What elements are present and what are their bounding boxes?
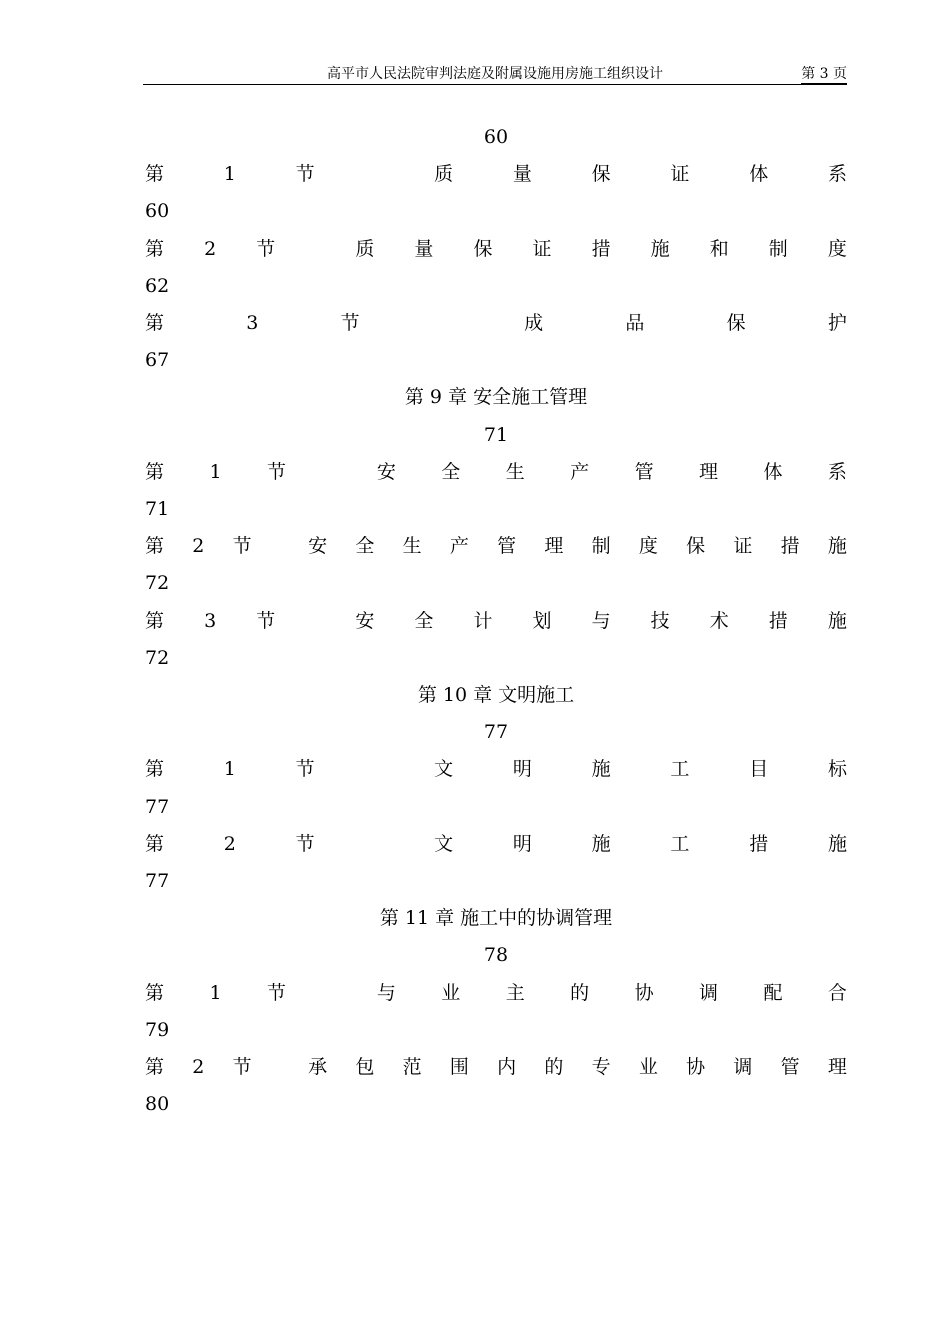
toc-section-char: 施 <box>827 610 847 632</box>
toc-section-char: 施 <box>591 833 611 855</box>
page-indicator: 第 3 页 <box>801 66 847 82</box>
toc-page-number: 77 <box>145 870 170 892</box>
toc-section-char: 生 <box>505 461 525 483</box>
toc-section-char: 内 <box>497 1056 517 1078</box>
toc-section-char: 专 <box>591 1056 611 1078</box>
toc-chapter-heading: 第 10 章 文明施工 <box>417 684 575 706</box>
toc-section-char: 产 <box>570 461 590 483</box>
toc-section-char: 量 <box>512 163 532 185</box>
toc-section-char: 度 <box>827 238 847 260</box>
toc-section-char: 成 <box>524 312 544 334</box>
toc-page-number: 71 <box>145 498 170 520</box>
toc-section-char: 系 <box>827 163 847 185</box>
page-header <box>143 64 847 85</box>
toc-section-char: 措 <box>591 238 611 260</box>
toc-section-char: 施 <box>827 833 847 855</box>
toc-section-char: 技 <box>650 610 670 632</box>
toc-section-char: 1 <box>223 163 236 185</box>
toc-section-char: 施 <box>827 535 847 557</box>
toc-section-char: 和 <box>709 238 729 260</box>
toc-section-entry <box>145 162 847 186</box>
toc-section-char: 保 <box>726 312 746 334</box>
toc-section-char: 护 <box>827 312 847 334</box>
toc-section-char: 包 <box>355 1056 375 1078</box>
toc-section-char: 文 <box>434 758 454 780</box>
toc-section-char: 产 <box>449 535 469 557</box>
toc-section-char: 的 <box>570 982 590 1004</box>
toc-section-char: 全 <box>355 535 375 557</box>
toc-section-char: 配 <box>763 982 783 1004</box>
toc-section-char: 质 <box>355 238 375 260</box>
toc-section-char: 措 <box>768 610 788 632</box>
toc-section-char: 协 <box>686 1056 706 1078</box>
toc-section-char: 1 <box>209 461 222 483</box>
toc-section-char: 节 <box>340 312 360 334</box>
toc-section-char: 节 <box>266 461 286 483</box>
toc-section-char: 保 <box>473 238 493 260</box>
toc-page-number: 67 <box>145 349 170 371</box>
toc-section-entry <box>145 237 847 261</box>
toc-section-char: 标 <box>827 758 847 780</box>
toc-section-char: 划 <box>532 610 552 632</box>
toc-page-number: 80 <box>145 1093 170 1115</box>
toc-section-entry <box>145 832 847 856</box>
toc-page-number: 72 <box>145 647 170 669</box>
toc-section-char: 品 <box>625 312 645 334</box>
document-title: 高平市人民法院审判法庭及附属设施用房施工组织设计 <box>327 66 663 82</box>
toc-section-char: 系 <box>827 461 847 483</box>
toc-chapter-heading: 第 9 章 安全施工管理 <box>404 386 588 408</box>
toc-section-char: 与 <box>591 610 611 632</box>
toc-section-char: 第 <box>145 982 165 1004</box>
toc-section-char: 与 <box>376 982 396 1004</box>
toc-section-char: 业 <box>441 982 461 1004</box>
toc-section-char: 生 <box>402 535 422 557</box>
toc-page-number: 77 <box>483 721 509 743</box>
toc-section-entry <box>145 981 847 1005</box>
toc-section-char: 术 <box>709 610 729 632</box>
toc-section-char: 节 <box>266 982 286 1004</box>
toc-section-char: 制 <box>768 238 788 260</box>
toc-section-entry <box>145 311 847 335</box>
toc-section-char: 节 <box>256 610 276 632</box>
toc-section-char: 节 <box>232 535 252 557</box>
toc-section-char: 措 <box>749 833 769 855</box>
toc-section-char: 第 <box>145 535 165 557</box>
toc-section-char: 工 <box>670 758 690 780</box>
toc-section-char: 3 <box>246 312 259 334</box>
toc-section-char: 范 <box>402 1056 422 1078</box>
toc-section-char: 制 <box>591 535 611 557</box>
toc-section-char: 度 <box>638 535 658 557</box>
toc-page-number: 79 <box>145 1019 170 1041</box>
toc-section-char: 合 <box>827 982 847 1004</box>
toc-section-char: 全 <box>441 461 461 483</box>
toc-section-char: 明 <box>512 758 532 780</box>
toc-section-char: 围 <box>449 1056 469 1078</box>
toc-section-char: 2 <box>223 833 236 855</box>
toc-section-char: 节 <box>295 163 315 185</box>
toc-section-char: 第 <box>145 461 165 483</box>
toc-section-entry <box>145 1055 847 1079</box>
toc-page-number: 77 <box>145 796 170 818</box>
toc-section-char: 3 <box>204 610 217 632</box>
toc-section-char: 节 <box>295 833 315 855</box>
toc-section-char: 第 <box>145 312 165 334</box>
toc-section-char: 安 <box>355 610 375 632</box>
toc-page-number: 72 <box>145 572 170 594</box>
toc-section-char: 节 <box>295 758 315 780</box>
toc-page-number: 60 <box>145 200 170 222</box>
toc-section-char: 业 <box>638 1056 658 1078</box>
toc-section-char: 2 <box>204 238 217 260</box>
toc-section-char: 协 <box>634 982 654 1004</box>
toc-section-entry <box>145 757 847 781</box>
toc-section-char: 节 <box>256 238 276 260</box>
toc-section-char: 施 <box>591 758 611 780</box>
toc-section-char: 第 <box>145 163 165 185</box>
toc-section-char: 第 <box>145 1056 165 1078</box>
toc-section-char: 节 <box>232 1056 252 1078</box>
toc-section-char: 调 <box>699 982 719 1004</box>
toc-section-char: 证 <box>670 163 690 185</box>
toc-section-char: 量 <box>414 238 434 260</box>
toc-section-char: 施 <box>650 238 670 260</box>
toc-section-char: 理 <box>699 461 719 483</box>
toc-section-char: 第 <box>145 610 165 632</box>
toc-section-char: 保 <box>591 163 611 185</box>
toc-section-char: 第 <box>145 238 165 260</box>
toc-section-char: 证 <box>733 535 753 557</box>
toc-section-char: 明 <box>512 833 532 855</box>
toc-page-number: 71 <box>483 424 509 446</box>
toc-section-char: 计 <box>473 610 493 632</box>
toc-section-char: 主 <box>505 982 525 1004</box>
toc-section-char: 管 <box>780 1056 800 1078</box>
toc-section-char: 体 <box>763 461 783 483</box>
toc-section-char: 调 <box>733 1056 753 1078</box>
toc-page-number: 62 <box>145 275 170 297</box>
toc-section-entry <box>145 609 847 633</box>
toc-section-char: 文 <box>434 833 454 855</box>
toc-section-char: 承 <box>308 1056 328 1078</box>
toc-section-char: 质 <box>434 163 454 185</box>
toc-section-char: 理 <box>827 1056 847 1078</box>
toc-page-number: 60 <box>483 126 509 148</box>
toc-section-entry <box>145 460 847 484</box>
toc-section-char: 的 <box>544 1056 564 1078</box>
toc-section-char: 目 <box>749 758 769 780</box>
toc-chapter-heading: 第 11 章 施工中的协调管理 <box>379 907 613 929</box>
toc-section-char: 管 <box>634 461 654 483</box>
toc-section-char: 1 <box>223 758 236 780</box>
toc-section-char: 第 <box>145 833 165 855</box>
toc-section-char: 2 <box>192 1056 205 1078</box>
toc-section-char: 工 <box>670 833 690 855</box>
toc-page-number: 78 <box>483 944 509 966</box>
toc-section-char: 措 <box>780 535 800 557</box>
toc-section-char: 第 <box>145 758 165 780</box>
toc-section-char: 管 <box>497 535 517 557</box>
toc-section-char: 2 <box>192 535 205 557</box>
toc-section-char: 安 <box>308 535 328 557</box>
toc-section-char: 体 <box>749 163 769 185</box>
toc-section-char: 1 <box>209 982 222 1004</box>
toc-section-char: 安 <box>376 461 396 483</box>
toc-section-char: 保 <box>686 535 706 557</box>
toc-section-char: 证 <box>532 238 552 260</box>
toc-section-entry <box>145 534 847 558</box>
toc-section-char: 理 <box>544 535 564 557</box>
toc-section-char: 全 <box>414 610 434 632</box>
